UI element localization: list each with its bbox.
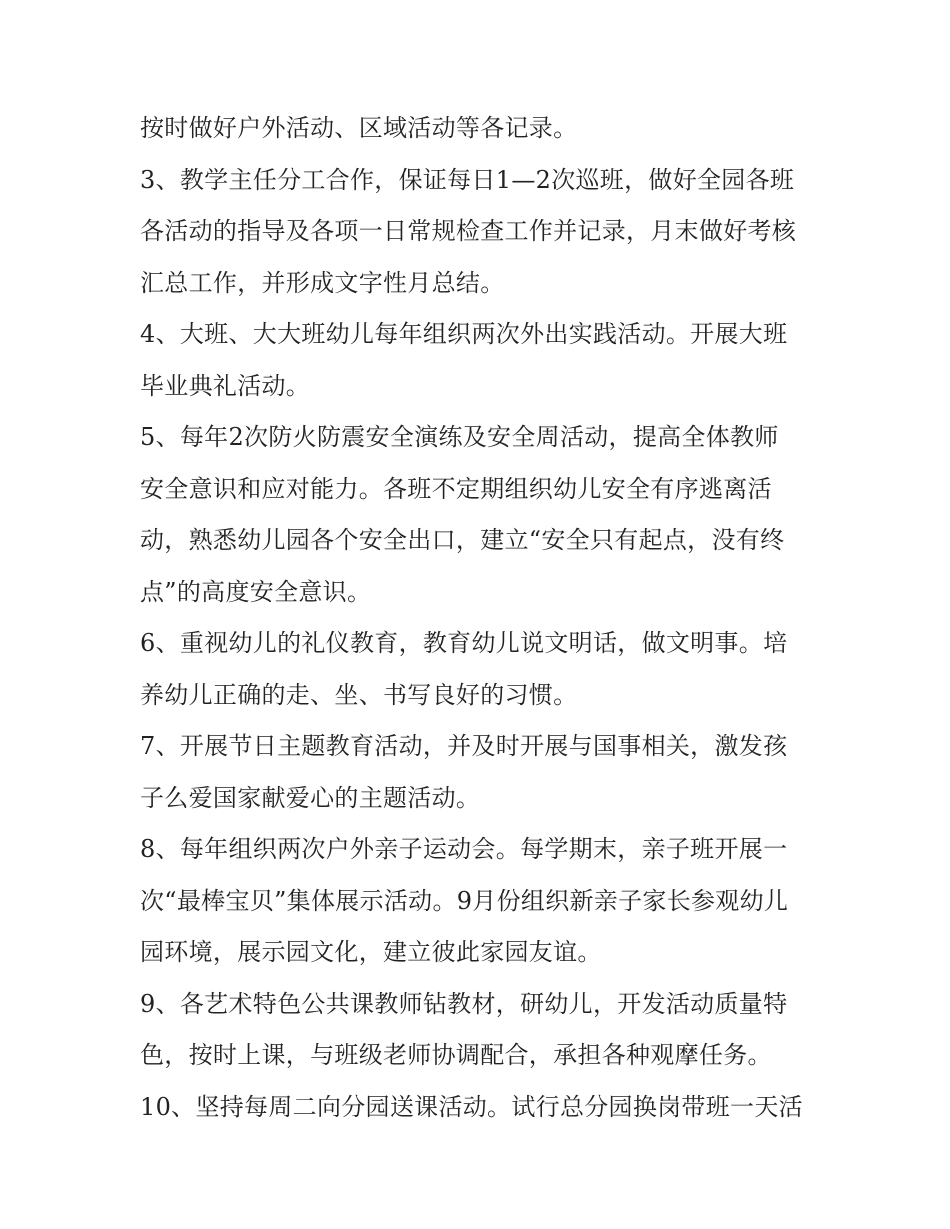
text-line: 6、重视幼儿的礼仪教育，教育幼儿说文明话，做文明事。培 xyxy=(140,629,788,657)
text-line: 毕业典礼活动。 xyxy=(140,371,311,400)
text-line: 5、每年2次防火防震安全演练及安全周活动，提高全体教师 xyxy=(140,423,779,451)
text-line: 园环境，展示园文化，建立彼此家园友谊。 xyxy=(140,938,602,966)
text-line: 次“最棒宝贝”集体展示活动。9月份组织新亲子家长参观幼儿 xyxy=(140,886,789,915)
text-line: 汇总工作，并形成文字性月总结。 xyxy=(140,268,505,297)
document-body xyxy=(140,103,820,1133)
text-line: 8、每年组织两次户外亲子运动会。每学期末，亲子班开展一 xyxy=(140,835,788,863)
text-line: 安全意识和应对能力。各班不定期组织幼儿安全有序逃离活 xyxy=(140,474,772,503)
text-line: 养幼儿正确的走、坐、书写良好的习惯。 xyxy=(140,680,578,709)
text-line: 各活动的指导及各项一日常规检查工作并记录，月末做好考核 xyxy=(140,217,797,245)
text-line: 7、开展节日主题教育活动，并及时开展与国事相关，激发孩 xyxy=(140,732,788,760)
text-line: 子么爱国家献爱心的主题活动。 xyxy=(140,783,481,812)
text-line: 3、教学主任分工合作，保证每日1—2次巡班，做好全园各班 xyxy=(140,165,795,194)
text-line: 10、坚持每周二向分园送课活动。试行总分园换岗带班一天活 xyxy=(140,1092,803,1121)
text-line: 点”的高度安全意识。 xyxy=(140,577,372,606)
text-line: 动，熟悉幼儿园各个安全出口，建立“安全只有起点，没有终 xyxy=(140,526,785,554)
text-line: 9、各艺术特色公共课教师钻教材，研幼儿，开发活动质量特 xyxy=(140,989,788,1018)
text-line: 色，按时上课，与班级老师协调配合，承担各种观摩任务。 xyxy=(140,1041,772,1069)
text-line: 按时做好户外活动、区域活动等各记录。 xyxy=(140,114,578,142)
text-line: 4、大班、大大班幼儿每年组织两次外出实践活动。开展大班 xyxy=(140,320,788,348)
